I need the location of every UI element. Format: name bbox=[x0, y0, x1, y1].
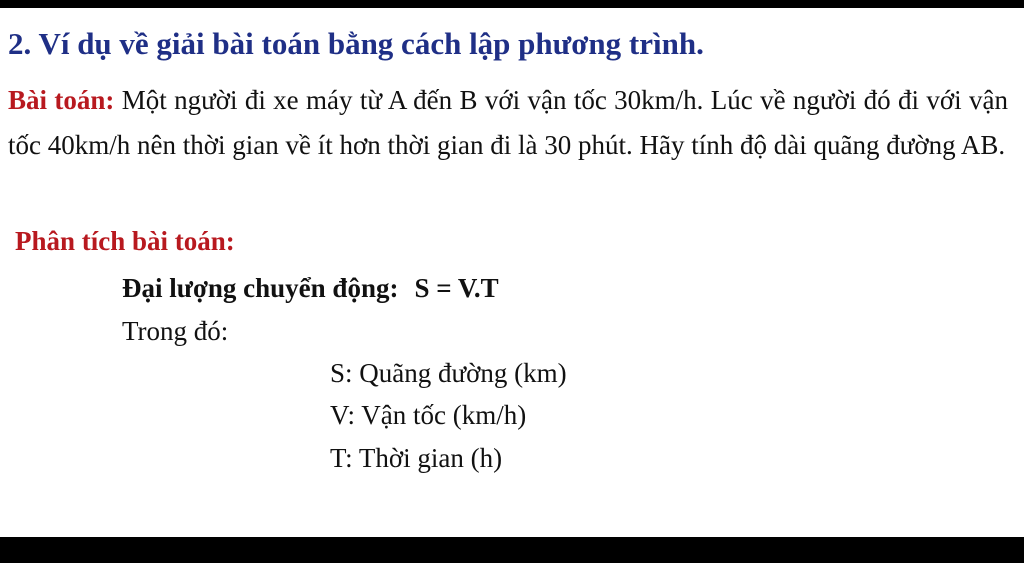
motion-quantity-line bbox=[122, 273, 499, 304]
definition-time: T: Thời gian (h) bbox=[330, 443, 503, 473]
definition-velocity: V: Vận tốc (km/h) bbox=[330, 400, 527, 430]
motion-label: Đại lượng chuyển động: bbox=[122, 273, 399, 303]
problem-text: Một người đi xe máy từ A đến B với vận tốc 30km/h. Lúc về người đó đi với vận tốc 40km/h nên thời gian về ít hơn thời gian đi là 30 phút. Hãy tính độ dài quãng đường AB. bbox=[8, 85, 1008, 160]
slide bbox=[0, 8, 1024, 537]
where-label: Trong đó: bbox=[122, 316, 229, 346]
section-heading: 2. Ví dụ về giải bài toán bằng cách lập phương trình. bbox=[8, 26, 704, 61]
problem-label: Bài toán: bbox=[8, 85, 115, 115]
problem-statement bbox=[8, 78, 1008, 168]
analysis-title: Phân tích bài toán: bbox=[15, 226, 235, 256]
motion-formula: S = V.T bbox=[414, 273, 499, 303]
definition-distance: S: Quãng đường (km) bbox=[330, 358, 567, 388]
